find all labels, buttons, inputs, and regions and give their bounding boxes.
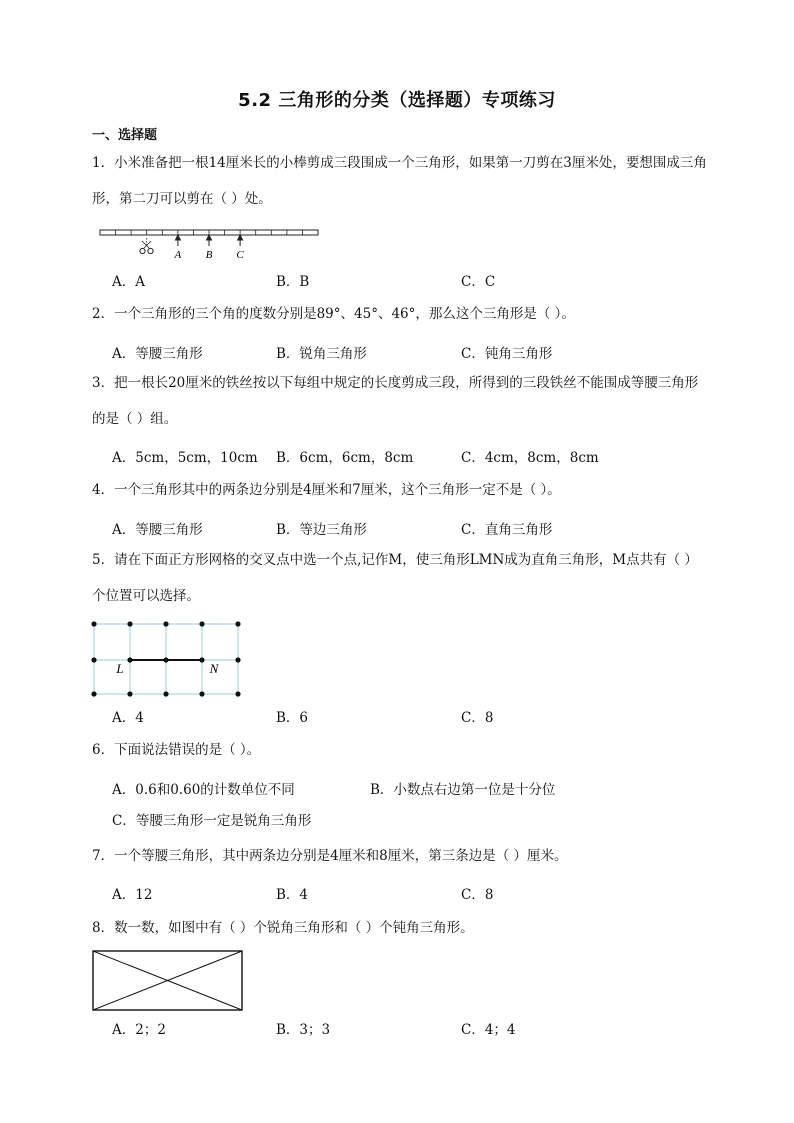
option-a[interactable]: A．4 (112, 710, 144, 726)
option-b[interactable]: B．等边三角形 (276, 522, 367, 538)
question-6-text: 6．下面说法错误的是（ ）。 (92, 742, 261, 758)
option-a[interactable]: A．等腰三角形 (112, 346, 203, 362)
question-3-text: 3．把一根长20厘米的铁丝按以下每组中规定的长度剪成三段，所得到的三段铁丝不能围成等腰三角形的是（ ）组。 (92, 375, 699, 427)
option-a[interactable]: A．A (112, 274, 145, 290)
ruler-label-a: A (174, 249, 182, 261)
question-7-text: 7．一个等腰三角形，其中两条边分别是4厘米和8厘米，第三条边是（ ）厘米。 (92, 848, 568, 864)
option-c[interactable]: C．钝角三角形 (461, 346, 553, 362)
point-n-label: N (209, 661, 219, 676)
ruler-label-b: B (205, 249, 213, 261)
option-b[interactable]: B．小数点右边第一位是十分位 (370, 782, 556, 798)
option-b[interactable]: B．4 (276, 887, 309, 903)
question-4-text: 4．一个三角形其中的两条边分别是4厘米和7厘米，这个三角形一定不是（ ）。 (92, 482, 561, 498)
option-c[interactable]: C．直角三角形 (461, 522, 553, 538)
option-a[interactable]: A．5cm，5cm，10cm (112, 450, 258, 466)
ruler-figure (100, 226, 320, 262)
section-heading: 一、选择题 (92, 128, 158, 143)
page-title: 5.2 三角形的分类（选择题）专项练习 (238, 90, 556, 111)
scissors-icon (140, 238, 153, 254)
question-1-text: 1．小米准备把一根14厘米长的小棒剪成三段围成一个三角形，如果第一刀剪在3厘米处，要想围成三角形，第二刀可以剪在（ ）处。 (92, 155, 707, 207)
option-b[interactable]: B．6cm，6cm，8cm (276, 450, 414, 466)
option-b[interactable]: B．6 (276, 710, 309, 726)
ruler-label-c: C (236, 249, 244, 261)
option-c[interactable]: C．8 (461, 887, 494, 903)
option-a[interactable]: A．等腰三角形 (112, 522, 203, 538)
option-c[interactable]: C．4cm，8cm，8cm (461, 450, 599, 466)
option-c[interactable]: C．C (461, 274, 496, 290)
question-8-text: 8．数一数，如图中有（ ）个锐角三角形和（ ）个钝角三角形。 (92, 920, 474, 936)
option-a[interactable]: A．12 (112, 887, 153, 903)
option-a[interactable]: A．0.6和0.60的计数单位不同 (112, 782, 295, 798)
option-c[interactable]: C．等腰三角形一定是锐角三角形 (112, 813, 312, 829)
rectangle-diagonals-figure (92, 950, 244, 1012)
square-grid-figure (90, 620, 242, 698)
option-a[interactable]: A．2；2 (112, 1022, 166, 1038)
point-l-label: L (116, 661, 124, 676)
option-b[interactable]: B．3；3 (276, 1022, 331, 1038)
question-2-text: 2．一个三角形的三个角的度数分别是89°、45°、46°，那么这个三角形是（ ）。 (92, 306, 575, 322)
option-c[interactable]: C．8 (461, 710, 494, 726)
option-b[interactable]: B．B (276, 274, 310, 290)
option-b[interactable]: B．锐角三角形 (276, 346, 367, 362)
question-5-text: 5．请在下面正方形网格的交叉点中选一个点,记作M，使三角形LMN成为直角三角形，M点共有（ ）个位置可以选择。 (92, 552, 698, 604)
option-c[interactable]: C．4；4 (461, 1022, 516, 1038)
